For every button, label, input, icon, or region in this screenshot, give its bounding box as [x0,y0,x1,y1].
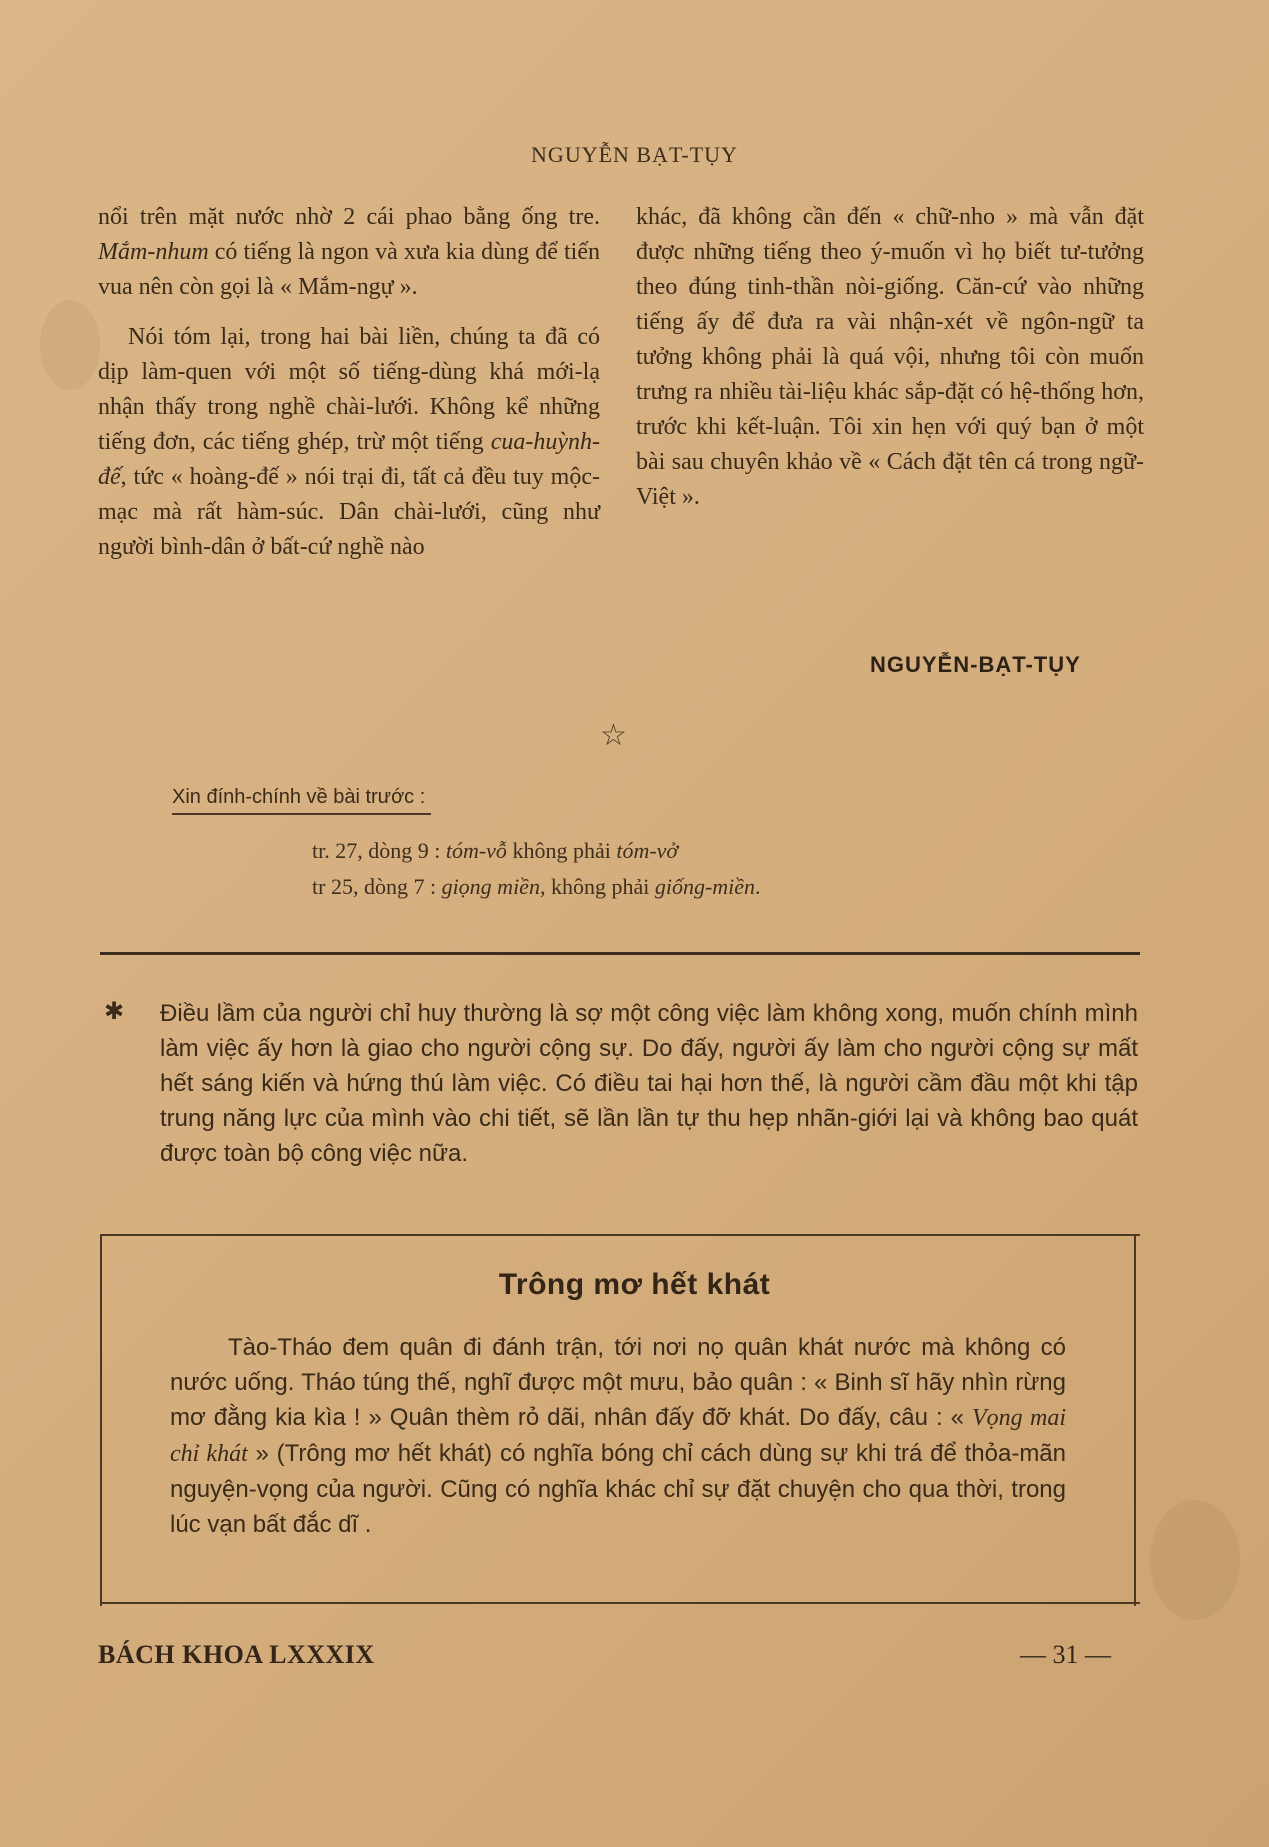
stain [1150,1500,1240,1620]
section-divider [100,952,1140,955]
anecdote-body: Tào-Tháo đem quân đi đánh trận, tới nơi nọ quân khát nước mà không có nước uống. Tháo túng thế, nghĩ được một mưu, bảo quân : « Binh sĩ hãy nhìn rừng mơ đằng kia kìa ! » Quân thèm rỏ dãi, nhân đấy đỡ khát. Do đấy, câu : « Vọng mai chỉ khát » (Trông mơ hết khát) có nghĩa bóng chỉ cách dùng sự khi trá để thỏa-mãn nguyện-vọng của người. Cũng có nghĩa khác chỉ sự đặt chuyện cho qua thời, trong lúc vạn bất đắc dĩ . [170,1334,1067,1538]
publication-name: BÁCH KHOA LXXXIX [98,1640,375,1669]
author-signature: NGUYỄN-BẠT-TỤY [870,652,1081,677]
asterisk-icon: ✱ [104,998,125,1025]
quote-block [104,996,1138,1171]
left-column [98,200,600,565]
box-bottom-rule [100,1602,1140,1604]
box-top-rule [100,1234,1140,1236]
emphasis-term: cua-huỳnh-đế [98,429,600,490]
running-header: NGUYỄN BẠT-TỤY [531,142,738,167]
emphasis-term: Vọng mai chỉ khát [170,1405,1066,1467]
quote-text: Điều lầm của người chỉ huy thường là sợ một công việc làm không xong, muốn chính mình làm việc ấy hơn là giao cho người cộng sự. Do đấy, người ấy làm cho người cộng sự mất hết sáng kiến và hứng thú làm việc. Có điều tai hại hơn thế, là người cầm đầu một khi tập trung năng lực của mình vào chi tiết, sẽ lần lần tự thu hẹp nhãn-giới lại và không bao quát được toàn bộ công việc nữa. [160,1000,1138,1167]
errata-line-2: tr 25, dòng 7 : giọng miền, không phải giống-miền. [312,874,761,899]
right-paragraph: khác, đã không cần đến « chữ-nho » mà vẫn đặt được những tiếng theo ý-muốn vì họ biết tư-tưởng theo đúng tinh-thần nòi-giống. Căn-cứ vào những tiếng ấy để đưa ra vài nhận-xét về ngôn-ngữ ta tưởng không phải là quá vội, nhưng tôi còn muốn trưng ra nhiều tài-liệu khác sắp-đặt có hệ-thống hơn, trước khi kết-luận. Tôi xin hẹn với quý bạn ở một bài sau chuyên khảo về « Cách đặt tên cá trong ngữ-Việt ». [636,204,1144,510]
page-number: — 31 — [1020,1640,1111,1669]
left-paragraph-2: Nói tóm lại, trong hai bài liền, chúng ta đã có dịp làm-quen với một số tiếng-dùng khá mới-lạ nhận thấy trong nghề chài-lưới. Không kể những tiếng đơn, các tiếng ghép, trừ một tiếng cua-huỳnh-đế, tức « hoàng-đế » nói trại đi, tất cả đều tuy mộc-mạc mà rất hàm-súc. Dân chài-lưới, cũng như người bình-dân ở bất-cứ nghề nào [98,324,600,560]
left-paragraph-1: nổi trên mặt nước nhờ 2 cái phao bằng ống tre. Mắm-nhum có tiếng là ngon và xưa kia dùng để tiến vua nên còn gọi là « Mắm-ngự ». [98,204,600,300]
errata-line-1: tr. 27, dòng 9 : tóm-vỗ không phải tóm-vở [312,838,679,863]
star-icon: ☆ [600,719,627,752]
stain [40,300,100,390]
emphasis-term: Mắm-nhum [98,239,209,265]
right-column [636,200,1144,515]
anecdote-title: Trông mơ hết khát [498,1268,771,1301]
errata-title: Xin đính-chính về bài trước : [172,786,431,815]
